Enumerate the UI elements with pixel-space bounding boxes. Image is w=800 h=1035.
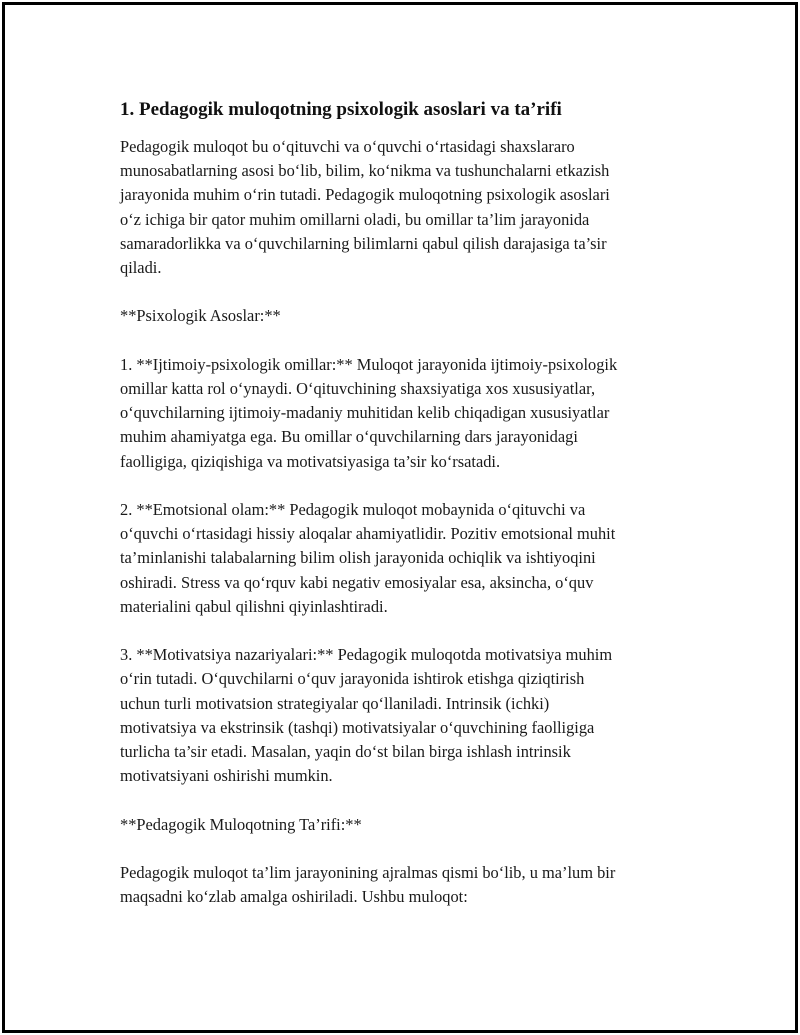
motivation-theories-paragraph: 3. **Motivatsiya nazariyalari:** Pedagogik muloqotda motivatsiya muhim o‘rin tutadi. O‘quvchilarni o‘quv jarayonida ishtirok etishga qiziqtirish uchun turli motivatsion strategiyalar qo‘llaniladi. Intrinsik (ichki) motivatsiya va ekstrinsik (tashqi) motivatsiyalar o‘quvchining faolligiga turlicha ta’sir etadi. Masalan, yaqin do‘st bilan birga ishlash intrinsik motivatsiyani oshirishi mumkin. [120, 645, 613, 786]
section-heading: 1. Pedagogik muloqotning psixologik asoslari va ta’rifi [120, 99, 562, 120]
emotional-world-paragraph: 2. **Emotsional olam:** Pedagogik muloqot mobaynida o‘qituvchi va o‘quvchi o‘rtasidagi hissiy aloqalar ahamiyatlidir. Pozitiv emotsional muhit ta’minlanishi talabalarning bilim olish jarayonida ochiqlik va ishtiyoqini oshiradi. Stress va qo‘rquv kabi negativ emosiyalar esa, aksincha, o‘quv materialini qabul qilishni qiyinlashtiradi. [120, 500, 616, 616]
psychological-foundations-subheading: **Psixologik Asoslar:** [120, 306, 281, 326]
page-border [2, 2, 798, 1033]
document-body [120, 97, 700, 909]
intro-paragraph: Pedagogik muloqot bu o‘qituvchi va o‘quvchi o‘rtasidagi shaxslararo munosabatlarning asosi bo‘lib, bilim, ko‘nikma va tushunchalarni etkazish jarayonida muhim o‘rin tutadi. Pedagogik muloqotning psixologik asoslari o‘z ichiga bir qator muhim omillarni oladi, bu omillar ta’lim jarayonida samaradorlikka va o‘quvchilarning bilimlarni qabul qilish darajasiga ta’sir qiladi. [120, 137, 610, 278]
social-psychological-factors-paragraph: 1. **Ijtimoiy-psixologik omillar:** Muloqot jarayonida ijtimoiy-psixologik omillar katta rol o‘ynaydi. O‘qituvchining shaxsiyatiga xos xususiyatlar, o‘quvchilarning ijtimoiy-madaniy muhitidan kelib chiqadigan xususiyatlar muhim ahamiyatga ega. Bu omillar o‘quvchilarning dars jarayonidagi faolligiga, qiziqishiga va motivatsiyasiga ta’sir ko‘rsatadi. [120, 354, 618, 471]
definition-subheading: **Pedagogik Muloqotning Ta’rifi:** [120, 814, 362, 834]
definition-paragraph: Pedagogik muloqot ta’lim jarayonining ajralmas qismi bo‘lib, u ma’lum bir maqsadni ko‘zlab amalga oshiriladi. Ushbu muloqot: [120, 863, 616, 907]
